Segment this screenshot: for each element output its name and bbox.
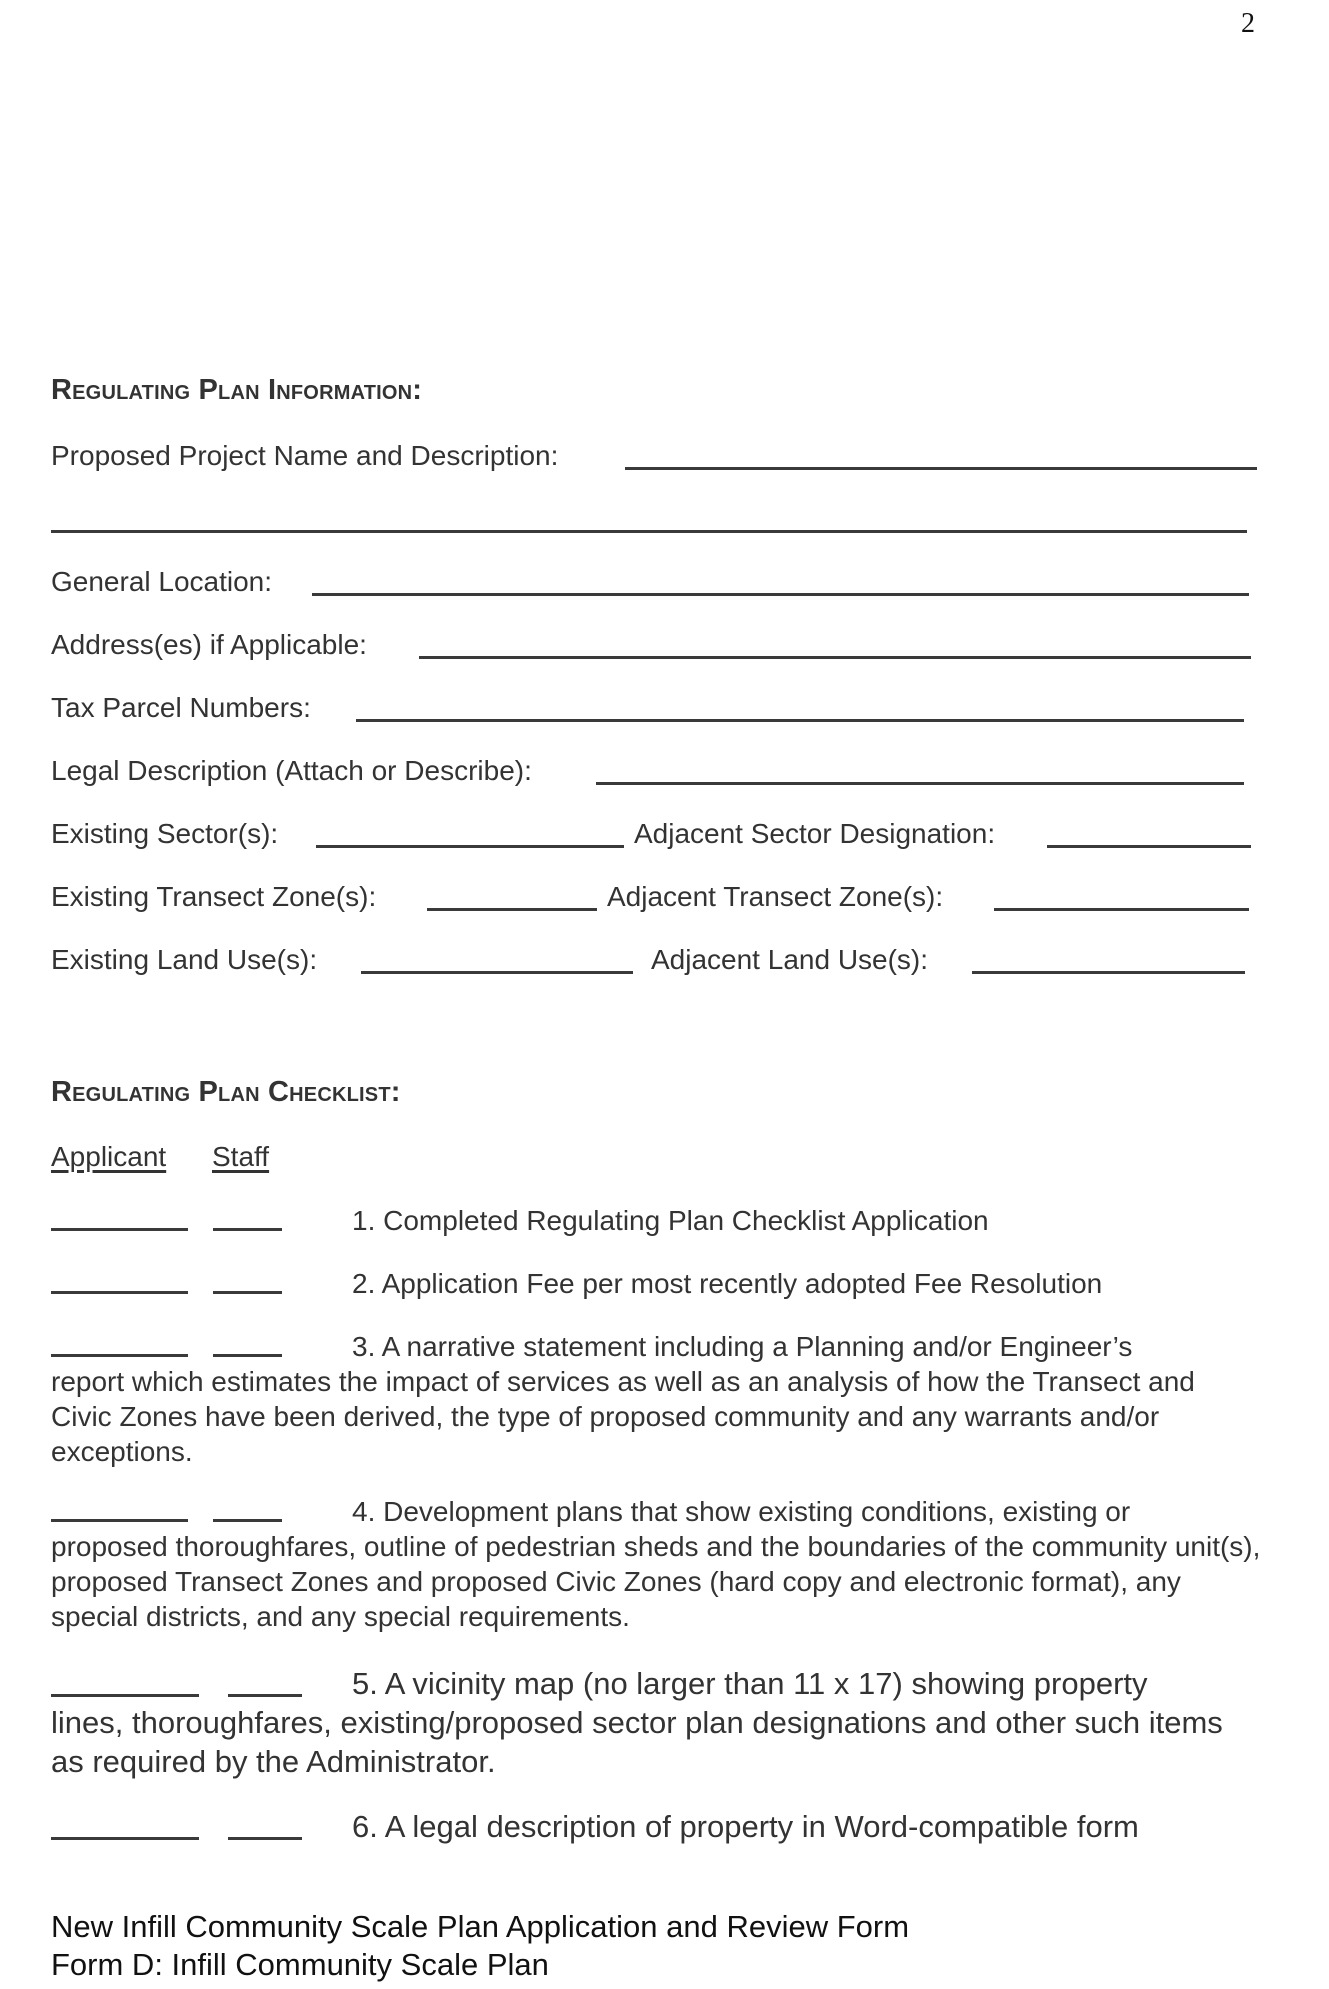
staff-check-1[interactable] [213,1228,282,1231]
checklist-item-2: 2. Application Fee per most recently adopted Fee Resolution [352,1268,1103,1299]
staff-check-3[interactable] [213,1354,282,1357]
field-label-legal-description: Legal Description (Attach or Describe): [51,755,532,786]
checklist-item-4-first-line: 4. Development plans that show existing conditions, existing or [352,1496,1131,1527]
section-heading-checklist: Regulating Plan Checklist: [51,1076,401,1108]
column-header-applicant: Applicant [51,1141,167,1172]
applicant-check-5[interactable] [51,1694,199,1697]
field-label-existing-sector: Existing Sector(s): [51,818,279,849]
field-label-existing-land-use: Existing Land Use(s): [51,944,318,975]
applicant-check-2[interactable] [51,1291,188,1294]
field-tax-parcel[interactable] [356,719,1244,722]
field-label-project-name: Proposed Project Name and Description: [51,440,559,471]
field-project-name-line2[interactable] [51,530,1247,533]
field-addresses[interactable] [419,656,1251,659]
checklist-item-4-continued: proposed thoroughfares, outline of pedestrian sheds and the boundaries of the community unit(s), proposed Transect Zones and proposed Civic Zones (hard copy and electronic format), any special districts, and any special requirements. [51,1531,1261,1632]
checklist-item-5-first-line: 5. A vicinity map (no larger than 11 x 17) showing property [352,1666,1148,1701]
checklist-item-6: 6. A legal description of property in Word-compatible form [352,1809,1139,1844]
field-label-general-location: General Location: [51,566,273,597]
checklist-item-1: 1. Completed Regulating Plan Checklist Application [352,1205,989,1236]
field-adjacent-sector[interactable] [1047,845,1251,848]
applicant-check-6[interactable] [51,1837,199,1840]
field-project-name-line1[interactable] [625,467,1257,470]
section-heading-information: Regulating Plan Information: [51,374,423,406]
checklist-item-5-continued: lines, thoroughfares, existing/proposed sector plan designations and other such items as required by the Administrator. [51,1705,1223,1779]
field-label-tax-parcel: Tax Parcel Numbers: [51,692,311,723]
field-label-adjacent-transect: Adjacent Transect Zone(s): [607,881,944,912]
applicant-check-1[interactable] [51,1228,188,1231]
field-label-adjacent-land-use: Adjacent Land Use(s): [651,944,929,975]
field-label-existing-transect: Existing Transect Zone(s): [51,881,377,912]
staff-check-4[interactable] [213,1519,282,1522]
checklist-item-3-continued: report which estimates the impact of services as well as an analysis of how the Transect and Civic Zones have been derived, the type of proposed community and any warrants and/or exceptions. [51,1366,1195,1467]
applicant-check-3[interactable] [51,1354,188,1357]
footer-form-subtitle: Form D: Infill Community Scale Plan [51,1947,549,1982]
field-label-adjacent-sector: Adjacent Sector Designation: [634,818,996,849]
staff-check-6[interactable] [228,1837,302,1840]
field-label-addresses: Address(es) if Applicable: [51,629,367,660]
applicant-check-4[interactable] [51,1519,188,1522]
page-number: 2 [1241,8,1255,39]
field-existing-land-use[interactable] [361,971,633,974]
footer-form-title: New Infill Community Scale Plan Application and Review Form [51,1909,910,1944]
staff-check-2[interactable] [213,1291,282,1294]
column-header-staff: Staff [212,1141,270,1172]
field-adjacent-land-use[interactable] [972,971,1245,974]
field-existing-sector[interactable] [316,845,624,848]
field-existing-transect[interactable] [427,908,597,911]
field-general-location[interactable] [312,593,1249,596]
field-legal-description[interactable] [596,782,1244,785]
staff-check-5[interactable] [228,1694,302,1697]
checklist-item-3-first-line: 3. A narrative statement including a Planning and/or Engineer’s [352,1331,1133,1362]
field-adjacent-transect[interactable] [994,908,1249,911]
